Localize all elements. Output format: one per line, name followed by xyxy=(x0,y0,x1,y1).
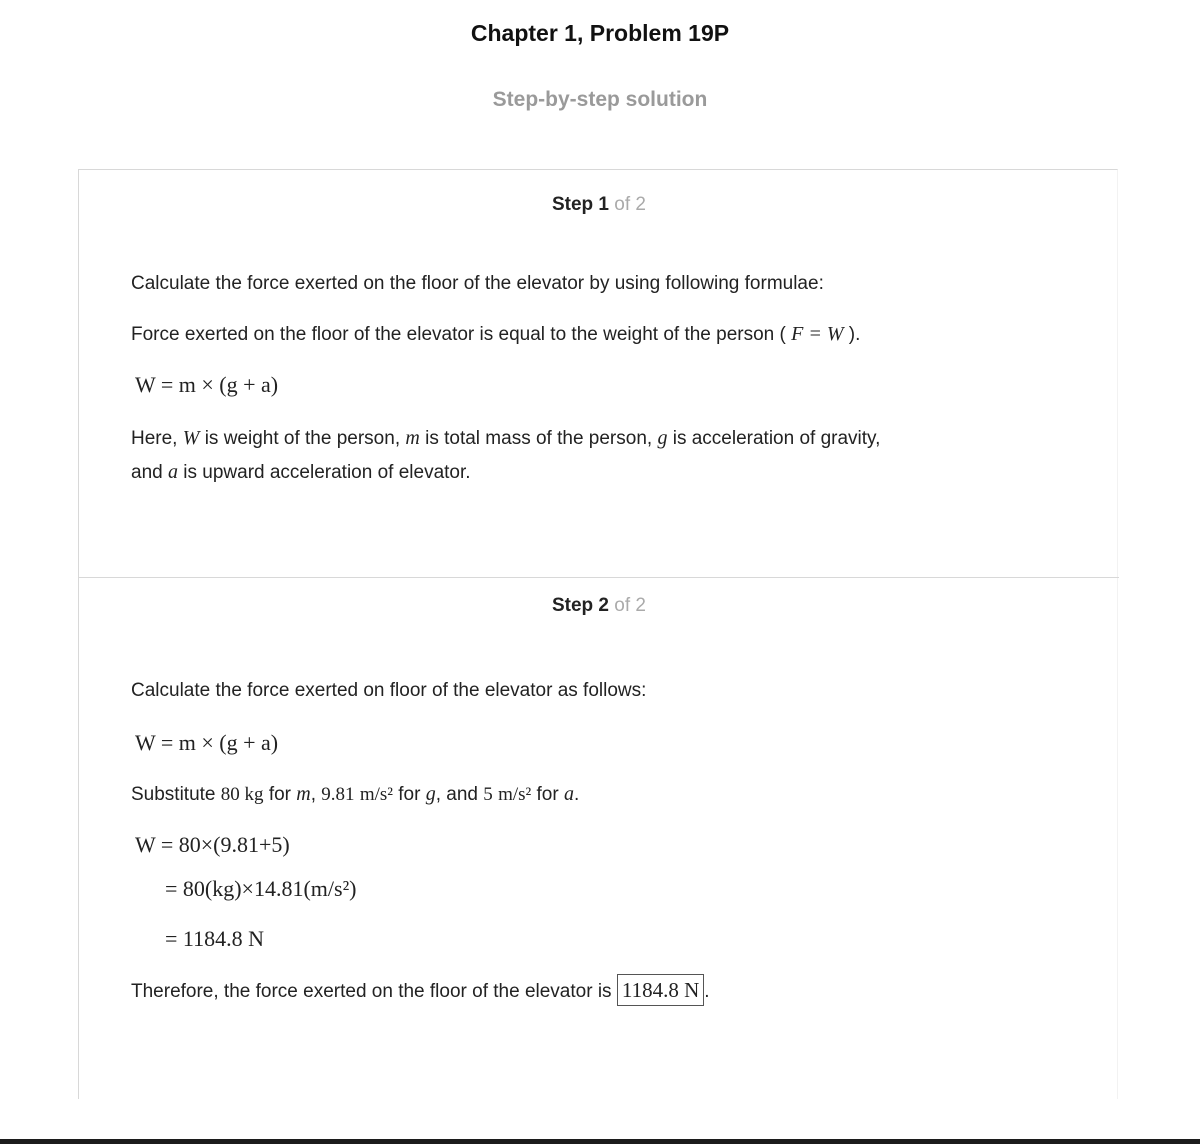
step-1-statement-math: F = W xyxy=(791,323,844,345)
step-2-panel xyxy=(79,577,1119,1100)
step-1-label: Step 1 xyxy=(551,194,610,215)
symbol-a: a xyxy=(563,783,574,805)
bottom-border xyxy=(0,1139,1200,1144)
step-2-for-2: for xyxy=(398,784,421,805)
step-1-statement xyxy=(131,317,1091,352)
step-1-definitions-line-2 xyxy=(131,455,1091,490)
step-1-and: and xyxy=(131,462,163,483)
step-1-def-g: is acceleration of gravity, xyxy=(672,428,881,449)
step-2-substitute: Substitute xyxy=(131,784,216,805)
conclusion-text: Therefore, the force exerted on the floor of the elevator is xyxy=(131,981,612,1002)
page-title: Chapter 1, Problem 19P xyxy=(470,20,730,46)
conclusion-end: . xyxy=(704,981,710,1002)
step-2-and: , and xyxy=(435,784,478,805)
symbol-m: m xyxy=(296,783,311,805)
calc-line-3: = 1184.8 N xyxy=(165,926,264,951)
step-2-count: of 2 xyxy=(614,595,646,616)
step-1-definitions-line-1 xyxy=(131,421,1091,456)
symbol-g: g xyxy=(425,783,436,805)
unit-acceleration: m/s² xyxy=(498,784,532,805)
symbol-w: W xyxy=(182,427,200,449)
answer-box: 1184.8 N xyxy=(617,974,704,1006)
step-2-conclusion xyxy=(131,974,1091,1009)
step-1-formula: W = m × (g + a) xyxy=(135,372,279,397)
step-1-statement-text: Force exerted on the floor of the elevator is equal to the weight of the person ( xyxy=(131,324,786,345)
symbol-g: g xyxy=(657,427,668,449)
value-gravity: 9.81 xyxy=(321,784,355,805)
step-1-count: of 2 xyxy=(614,194,646,215)
step-2-for-1: for xyxy=(268,784,291,805)
step-1-def-a: is upward acceleration of elevator. xyxy=(183,462,471,483)
step-2-comma: , xyxy=(310,784,317,805)
value-mass: 80 kg xyxy=(220,784,264,805)
step-1-intro: Calculate the force exerted on the floor of the elevator by using following formulae: xyxy=(131,273,824,294)
step-1-header xyxy=(79,194,1119,216)
step-1-here: Here, xyxy=(131,428,178,449)
step-2-for-3: for xyxy=(536,784,559,805)
solution-container xyxy=(78,169,1118,1099)
calc-line-1: W = 80×(9.81+5) xyxy=(135,832,290,857)
symbol-m: m xyxy=(405,427,420,449)
page-subtitle: Step-by-step solution xyxy=(492,88,708,111)
step-2-header xyxy=(79,595,1119,617)
step-1-statement-end: ). xyxy=(848,324,861,345)
value-acceleration: 5 xyxy=(483,784,493,805)
step-2-intro: Calculate the force exerted on floor of the elevator as follows: xyxy=(131,680,647,701)
step-2-period: . xyxy=(573,784,580,805)
step-1-panel xyxy=(79,170,1119,577)
step-2-formula: W = m × (g + a) xyxy=(135,730,279,755)
step-1-def-m: is total mass of the person, xyxy=(425,428,653,449)
step-1-def-w: is weight of the person, xyxy=(204,428,401,449)
step-2-substitution xyxy=(131,777,1091,812)
symbol-a: a xyxy=(167,461,178,483)
unit-gravity: m/s² xyxy=(359,784,393,805)
calc-line-2: = 80(kg)×14.81(m/s²) xyxy=(165,876,357,901)
step-2-label: Step 2 xyxy=(551,595,610,616)
